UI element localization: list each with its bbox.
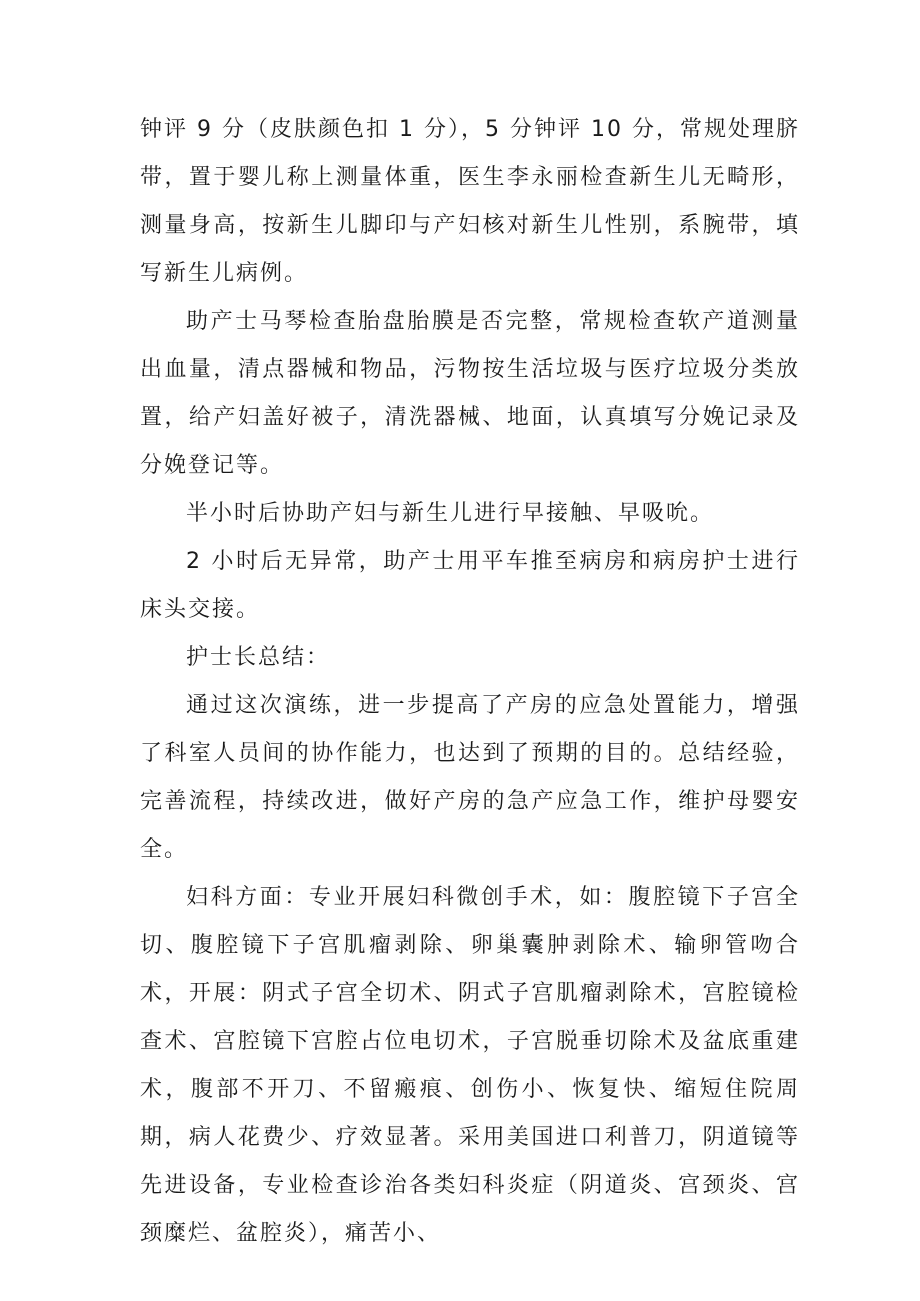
paragraph-early-contact: 半小时后协助产妇与新生儿进行早接触、早吸吮。 <box>186 501 715 526</box>
paragraph-summary: 通过这次演练，进一步提高了产房的应急处置能力，增强了科室人员间的协作能力，也达到了预期的目的。总结经验，完善流程，持续改进，做好产房的急产应急工作，维护母婴安全。 <box>140 693 800 862</box>
paragraph-gynecology: 妇科方面：专业开展妇科微创手术，如：腹腔镜下子宫全切、腹腔镜下子宫肌瘤剥除、卵巢囊肿剥除术、输卵管吻合术，开展：阴式子宫全切术、阴式子宫肌瘤剥除术，宫腔镜检查术、宫腔镜下宫腔占位电切术，子宫脱垂切除术及盆底重建术，腹部不开刀、不留瘢痕、创伤小、恢复快、缩短住院周期，病人花费少、疗效显著。采用美国进口利普刀，阴道镜等先进设备，专业检查诊治各类妇科炎症（阴道炎、宫颈炎、宫颈糜烂、盆腔炎），痛苦小、 <box>140 885 800 1246</box>
paragraph-bedside-handover: 2 小时后无异常，助产士用平车推至病房和病房护士进行床头交接。 <box>140 549 800 622</box>
paragraph-head-nurse-summary-heading: 护士长总结： <box>186 645 331 670</box>
document-body <box>140 106 800 1258</box>
paragraph-midwife-check: 助产士马琴检查胎盘胎膜是否完整，常规检查软产道测量出血量，清点器械和物品，污物按生活垃圾与医疗垃圾分类放置，给产妇盖好被子，清洗器械、地面，认真填写分娩记录及分娩登记等。 <box>140 309 800 478</box>
paragraph-newborn-care: 钟评 9 分（皮肤颜色扣 1 分），5 分钟评 10 分，常规处理脐带，置于婴儿称上测量体重，医生李永丽检查新生儿无畸形，测量身高，按新生儿脚印与产妇核对新生儿性别，系腕带，填写新生儿病例。 <box>140 117 800 286</box>
